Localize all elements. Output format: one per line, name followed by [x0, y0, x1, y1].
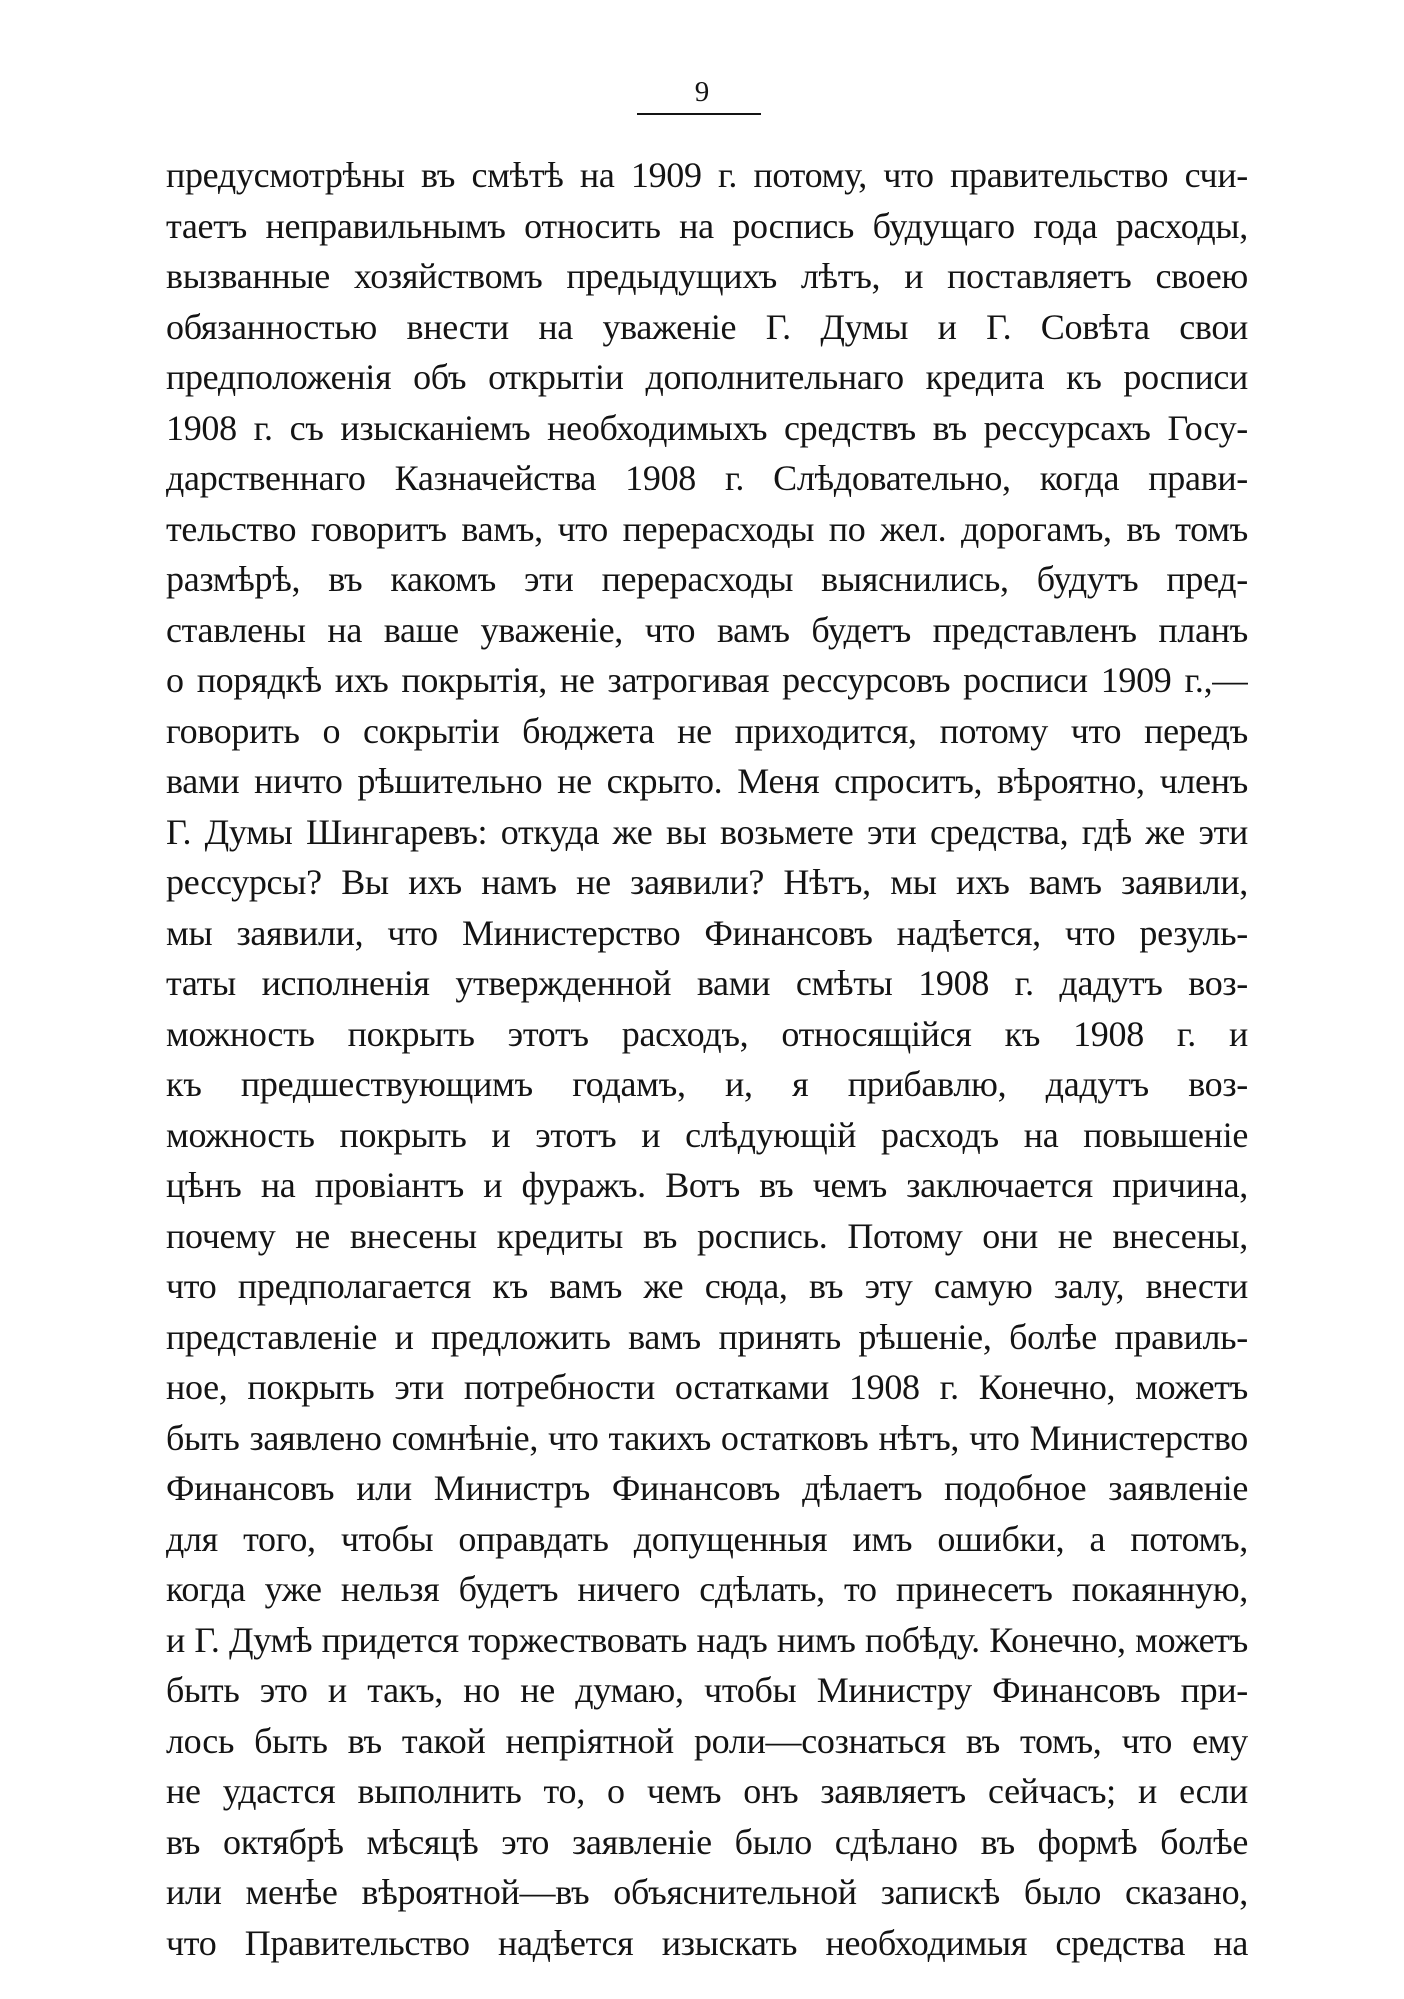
- text-line: ное, покрыть эти потребности остатками 1908 г. Конечно, можетъ: [166, 1367, 1248, 1407]
- text-line: быть это и такъ, но не думаю, чтобы Министру Финансовъ при-: [166, 1670, 1248, 1710]
- text-line: цѣнъ на провіантъ и фуражъ. Вотъ въ чемъ заключается причина,: [166, 1165, 1248, 1205]
- text-line: почему не внесены кредиты въ роспись. Потому они не внесены,: [166, 1215, 1248, 1256]
- text-line: тельство говоритъ вамъ, что перерасходы по жел. дорогамъ, въ томъ: [166, 508, 1248, 549]
- text-line: что предполагается къ вамъ же сюда, въ эту самую залу, внести: [166, 1266, 1248, 1306]
- text-line: представленіе и предложить вамъ принять рѣшеніе, болѣе правиль-: [166, 1316, 1248, 1357]
- text-line: вызванные хозяйствомъ предыдущихъ лѣтъ, и поставляетъ своею: [166, 256, 1248, 296]
- page-number-rule: [637, 113, 761, 115]
- text-line: когда уже нельзя будетъ ничего сдѣлать, то принесетъ покаянную,: [166, 1569, 1248, 1609]
- text-line: таты исполненія утвержденной вами смѣты 1908 г. дадутъ воз-: [166, 963, 1248, 1003]
- text-line: въ октябрѣ мѣсяцѣ это заявленіе было сдѣлано въ формѣ болѣе: [166, 1821, 1248, 1862]
- text-line: говорить о сокрытіи бюджета не приходится, потому что передъ: [166, 710, 1248, 751]
- text-line: вами ничто рѣшительно не скрыто. Меня спроситъ, вѣроятно, членъ: [166, 761, 1248, 801]
- text-line: ставлены на ваше уваженіе, что вамъ будетъ представленъ планъ: [166, 609, 1248, 650]
- page-number: 9: [694, 76, 710, 108]
- text-line: можность покрыть этотъ расходъ, относящійся къ 1908 г. и: [166, 1013, 1248, 1054]
- text-line: и Г. Думѣ придется торжествовать надъ нимъ побѣду. Конечно, можетъ: [166, 1619, 1248, 1660]
- text-line: таетъ неправильнымъ относить на роспись будущаго года расходы,: [166, 205, 1248, 246]
- text-line: дарственнаго Казначейства 1908 г. Слѣдовательно, когда прави-: [166, 458, 1248, 498]
- text-line: обязанностью внести на уваженіе Г. Думы и Г. Совѣта свои: [166, 306, 1248, 347]
- text-line: о порядкѣ ихъ покрытія, не затрогивая рессурсовъ росписи 1909 г.,—: [166, 660, 1248, 700]
- text-line: можность покрыть и этотъ и слѣдующій расходъ на повышеніе: [166, 1114, 1248, 1155]
- text-line: Г. Думы Шингаревъ: откуда же вы возьмете эти средства, гдѣ же эти: [166, 811, 1248, 852]
- text-line: не удастся выполнить то, о чемъ онъ заявляетъ сейчасъ; и если: [166, 1771, 1248, 1811]
- text-line: быть заявлено сомнѣніе, что такихъ остатковъ нѣтъ, что Министерство: [166, 1417, 1248, 1458]
- text-line: для того, чтобы оправдать допущенныя имъ ошибки, а потомъ,: [166, 1518, 1248, 1559]
- text-line: Финансовъ или Министръ Финансовъ дѣлаетъ подобное заявленіе: [166, 1468, 1248, 1508]
- text-line: 1908 г. съ изысканіемъ необходимыхъ средствъ въ рессурсахъ Госу-: [166, 407, 1248, 448]
- body-text: [166, 150, 1248, 1968]
- text-line: къ предшествующимъ годамъ, и, я прибавлю, дадутъ воз-: [166, 1064, 1248, 1104]
- text-line: предположенія объ открытіи дополнительнаго кредита къ росписи: [166, 357, 1248, 397]
- text-line: что Правительство надѣется изыскать необходимыя средства на: [166, 1922, 1248, 1963]
- text-line: или менѣе вѣроятной—въ объяснительной запискѣ было сказано,: [166, 1872, 1248, 1912]
- text-line: предусмотрѣны въ смѣтѣ на 1909 г. потому, что правительство счи-: [166, 155, 1248, 195]
- text-line: рессурсы? Вы ихъ намъ не заявили? Нѣтъ, мы ихъ вамъ заявили,: [166, 862, 1248, 902]
- text-line: размѣрѣ, въ какомъ эти перерасходы выяснились, будутъ пред-: [166, 559, 1248, 599]
- text-line: лось быть въ такой непріятной роли—сознаться въ томъ, что ему: [166, 1720, 1248, 1761]
- text-line: мы заявили, что Министерство Финансовъ надѣется, что резуль-: [166, 912, 1248, 953]
